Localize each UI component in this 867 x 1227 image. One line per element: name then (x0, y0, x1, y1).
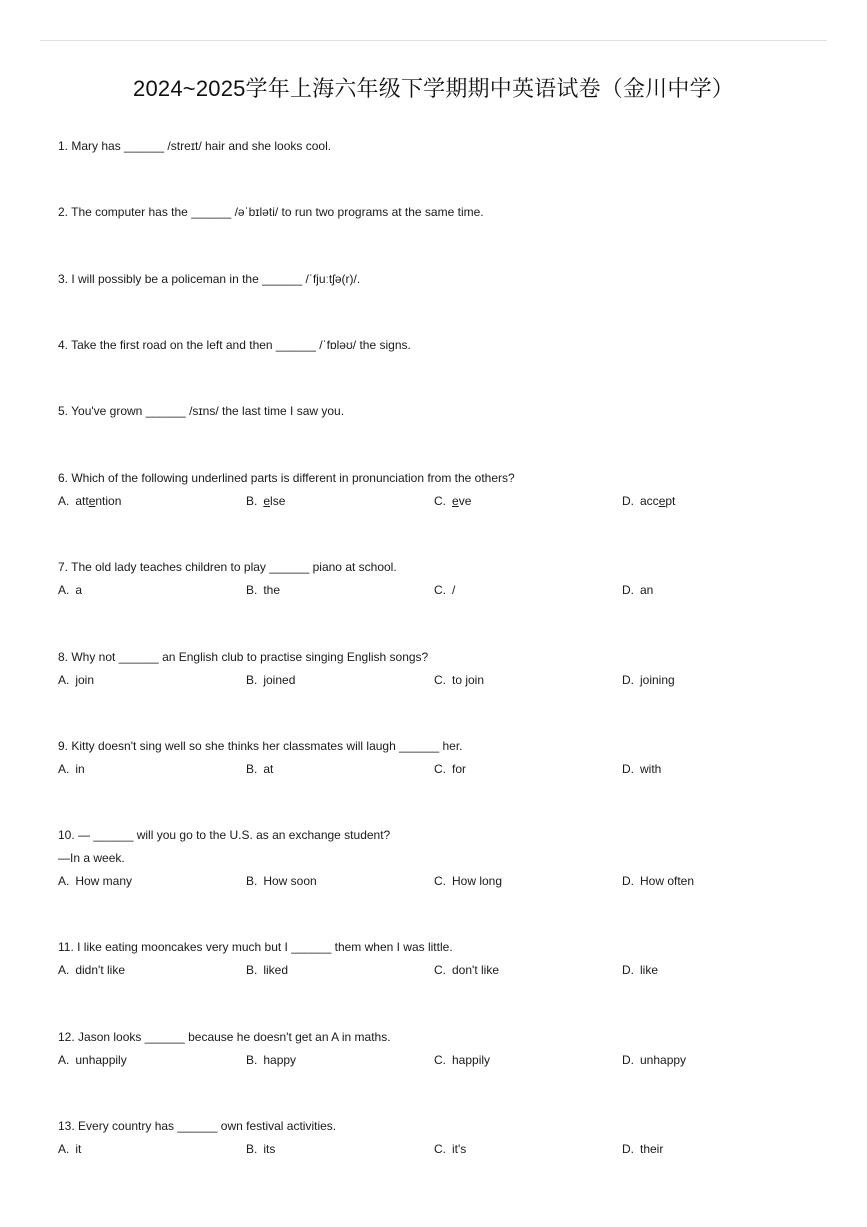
option-text: How long (452, 874, 503, 888)
question-response-line: —In a week. (58, 851, 125, 865)
question-text: 9. Kitty doesn't sing well so she thinks her classmates will laugh ______ her. (58, 739, 463, 753)
question-text: 1. Mary has ______ /streɪt/ hair and she looks cool. (58, 139, 332, 153)
option-letter: D. (622, 963, 634, 977)
option-text: its (263, 1142, 276, 1156)
question-text: 2. The computer has the ______ /əˈbɪləti/ to run two programs at the same time. (58, 205, 484, 219)
option-a[interactable] (58, 582, 82, 598)
question-6 (58, 470, 818, 509)
option-letter: C. (434, 762, 446, 776)
option-b[interactable] (246, 672, 295, 688)
option-letter: D. (622, 583, 634, 597)
option-letter: B. (246, 673, 258, 687)
option-letter: A. (58, 1053, 70, 1067)
option-b[interactable] (246, 582, 280, 598)
question-3 (58, 271, 818, 287)
question-text: 5. You've grown ______ /sɪns/ the last time I saw you. (58, 404, 345, 418)
option-c[interactable] (434, 1141, 466, 1157)
option-letter: D. (622, 673, 634, 687)
option-letter: D. (622, 1053, 634, 1067)
option-text-post: lse (270, 494, 286, 508)
option-text: the (263, 583, 281, 597)
question-12 (58, 1029, 818, 1068)
option-letter: D. (622, 494, 634, 508)
option-d[interactable] (622, 1052, 686, 1068)
option-c[interactable] (434, 1052, 490, 1068)
option-a[interactable] (58, 761, 85, 777)
option-text: liked (263, 963, 289, 977)
option-d[interactable] (622, 493, 675, 509)
underlined-letter: e (88, 494, 96, 508)
option-text: joined (263, 673, 296, 687)
question-text: 11. I like eating mooncakes very much but I ______ them when I was little. (58, 940, 453, 954)
option-letter: B. (246, 874, 258, 888)
option-text: join (75, 673, 95, 687)
page-title: 2024~2025学年上海六年级下学期期中英语试卷（金川中学） (133, 76, 734, 101)
question-text: 10. — ______ will you go to the U.S. as an exchange student? (58, 828, 391, 842)
option-text: How soon (263, 874, 317, 888)
options (58, 873, 818, 889)
question-7 (58, 559, 818, 598)
option-text-pre: att (75, 494, 89, 508)
option-letter: C. (434, 673, 446, 687)
option-d[interactable] (622, 761, 661, 777)
options (58, 493, 818, 509)
option-letter: B. (246, 1053, 258, 1067)
option-letter: A. (58, 963, 70, 977)
question-text: 3. I will possibly be a policeman in the ______ /ˈfjuːtʃə(r)/. (58, 272, 361, 286)
option-text: it's (452, 1142, 467, 1156)
option-a[interactable] (58, 962, 125, 978)
option-text: unhappily (75, 1053, 127, 1067)
option-b[interactable] (246, 962, 288, 978)
option-text: their (640, 1142, 664, 1156)
question-text: 13. Every country has ______ own festival activities. (58, 1119, 337, 1133)
question-5 (58, 403, 818, 419)
underlined-letter: e (452, 494, 459, 508)
option-text: didn't like (75, 963, 125, 977)
option-a[interactable] (58, 493, 121, 509)
options (58, 1141, 818, 1157)
option-text: an (640, 583, 654, 597)
option-letter: B. (246, 963, 258, 977)
option-c[interactable] (434, 873, 502, 889)
option-text-post: ve (458, 494, 472, 508)
option-letter: A. (58, 762, 70, 776)
option-text: happy (263, 1053, 297, 1067)
option-letter: C. (434, 583, 446, 597)
option-c[interactable] (434, 672, 484, 688)
question-text: 7. The old lady teaches children to play ______ piano at school. (58, 560, 397, 574)
option-text: unhappy (640, 1053, 687, 1067)
option-letter: C. (434, 1053, 446, 1067)
option-letter: B. (246, 583, 258, 597)
option-b[interactable] (246, 761, 273, 777)
option-d[interactable] (622, 672, 675, 688)
question-8 (58, 649, 818, 688)
option-text: it (75, 1142, 82, 1156)
option-text: happily (452, 1053, 491, 1067)
options (58, 761, 818, 777)
option-letter: B. (246, 494, 258, 508)
option-text: like (640, 963, 659, 977)
option-text: in (75, 762, 85, 776)
underlined-letter: e (658, 494, 666, 508)
option-text: / (452, 583, 456, 597)
options (58, 962, 818, 978)
option-letter: C. (434, 874, 446, 888)
question-4 (58, 337, 818, 353)
option-text-post: pt (665, 494, 676, 508)
question-13 (58, 1118, 818, 1157)
option-b[interactable] (246, 873, 317, 889)
option-a[interactable] (58, 1141, 81, 1157)
option-c[interactable] (434, 493, 471, 509)
option-d[interactable] (622, 1141, 663, 1157)
option-letter: D. (622, 1142, 634, 1156)
option-c[interactable] (434, 582, 455, 598)
option-b[interactable] (246, 493, 285, 509)
option-letter: C. (434, 494, 446, 508)
option-text: to join (452, 673, 485, 687)
option-letter: D. (622, 762, 634, 776)
option-text: don't like (452, 963, 499, 977)
option-text: joining (640, 673, 675, 687)
option-b[interactable] (246, 1052, 296, 1068)
options (58, 582, 818, 598)
option-c[interactable] (434, 761, 466, 777)
option-a[interactable] (58, 873, 132, 889)
option-text: for (452, 762, 467, 776)
option-letter: D. (622, 874, 634, 888)
option-text: at (263, 762, 274, 776)
option-d[interactable] (622, 962, 658, 978)
option-letter: A. (58, 1142, 70, 1156)
question-2 (58, 204, 818, 220)
question-1 (58, 138, 818, 154)
question-11 (58, 939, 818, 978)
option-text: a (75, 583, 83, 597)
question-text: 12. Jason looks ______ because he doesn't get an A in maths. (58, 1030, 391, 1044)
question-10 (58, 827, 818, 889)
option-d[interactable] (622, 873, 694, 889)
header-divider (40, 40, 827, 41)
option-letter: A. (58, 494, 70, 508)
question-text: 8. Why not ______ an English club to practise singing English songs? (58, 650, 429, 664)
option-text-pre: acc (640, 494, 659, 508)
option-text: with (640, 762, 662, 776)
option-text-post: ntion (95, 494, 122, 508)
option-letter: A. (58, 673, 70, 687)
option-text: How often (640, 874, 695, 888)
options (58, 1052, 818, 1068)
option-c[interactable] (434, 962, 499, 978)
question-9 (58, 738, 818, 777)
question-text: 6. Which of the following underlined parts is different in pronunciation from the others? (58, 471, 515, 485)
options (58, 672, 818, 688)
option-letter: C. (434, 1142, 446, 1156)
option-letter: A. (58, 874, 70, 888)
option-b[interactable] (246, 1141, 275, 1157)
option-a[interactable] (58, 1052, 127, 1068)
option-letter: A. (58, 583, 70, 597)
option-letter: C. (434, 963, 446, 977)
option-letter: B. (246, 1142, 258, 1156)
underlined-letter: e (263, 494, 271, 508)
option-text: How many (75, 874, 133, 888)
option-letter: B. (246, 762, 258, 776)
question-text: 4. Take the first road on the left and then ______ /ˈfɒləʊ/ the signs. (58, 338, 411, 352)
option-d[interactable] (622, 582, 653, 598)
option-a[interactable] (58, 672, 94, 688)
